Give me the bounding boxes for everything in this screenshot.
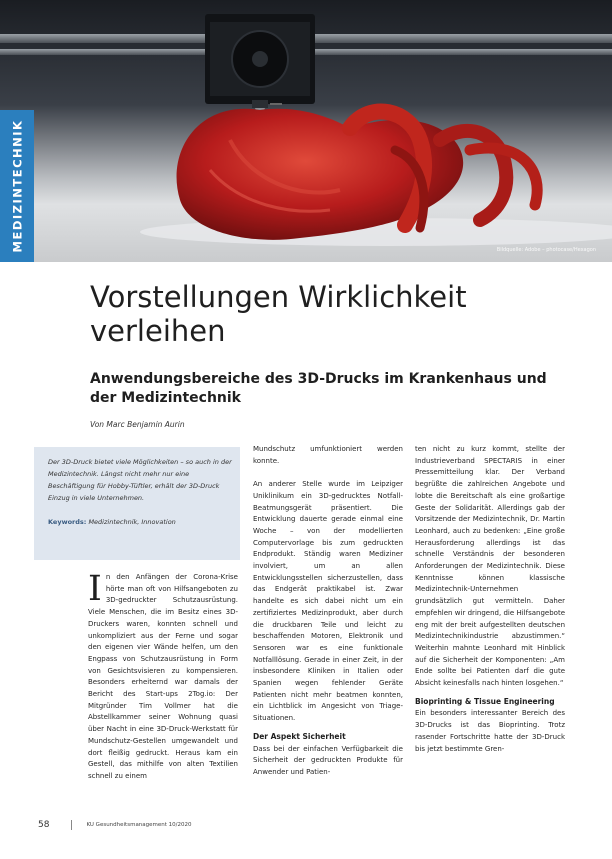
subheading: Der Aspekt Sicherheit <box>253 731 346 741</box>
page-number: 58 <box>38 820 50 830</box>
paragraph: Dass bei der einfachen Verfügbarkeit die Sicherheit der gedruckten Produkte für Anwender und Patien- <box>253 744 403 776</box>
keywords <box>48 516 232 528</box>
heart-3d-print-illustration <box>0 0 612 262</box>
paragraph: n den Anfängen der Corona-Krise hörte man oft von Hilfsangeboten zu 3D-gedruckter Schutzausrüstung. Viele Menschen, die im Besitz eines 3D-Druckers waren, konnten schnell und unkompliziert aus der Ferne und sogar den eigenen vier Wände helfen, um den Engpass von Schutzausrüstung in Form von Gesichtsvisieren zu kompensieren. Besonders erheiternd war damals der Bericht des Start-ups 2Tog.io: Der Mitgründer Tim Vollmer hat die Abstellkammer seiner Wohnung quasi über Nacht in eine 3D-Druck-Werkstatt für Mundschutz-Gestellen umgewandelt und dort fleißig gedruckt. Heraus kam ein Gestell, das mithilfe von alten Textilien schnell zu einem <box>88 573 238 780</box>
article-subtitle: Anwendungsbereiche des 3D-Drucks im Krankenhaus und der Medizintechnik <box>90 371 547 406</box>
article-title: Vorstellungen Wirklichkeit verleihen <box>90 280 467 348</box>
paragraph: ten nicht zu kurz kommt, stellte der Industrieverband SPECTARIS in einer Pressemitteilung klar. Der Verband begrüßte die zahlreichen Angebote und lobte die Bereitschaft als eine großartige Geste der Solidarität. Allerdings gab der Vorsitzende der Medizintechnik, Dr. Martin Leonhard, auch zu bedenken: „Eine große Herausforderung allerdings ist das schnelle Verständnis der besonderen Anforderungen der Medizintechnik. Diese Kenntnisse können klassische Medizintechnik-Unternehmen grundsätzlich gut vermitteln. Daher empfehlen wir dringend, die Hilfsangebote eng mit der breit aufgestellten deutschen Medizintechnikindustrie abzustimmen.“ Weiterhin mahnte Leonhard mit Hinblick auf die Sicherheit der Komponenten: „Am Ende sollte bei Patienten darf die gute Absicht keinesfalls nach hinten losgehen.“ <box>415 445 565 688</box>
journal-name: KU Gesundheitsmanagement 10/2020 <box>86 822 192 828</box>
paragraph: Ein besonders interessanter Bereich des 3D-Drucks ist das Bioprinting. Trotz rasender Fortschritte hatte der 3D-Druck bis jetzt bestimmte Gren- <box>415 709 565 753</box>
abstract-text: Der 3D-Druck bietet viele Möglichkeiten – so auch in der Medizintechnik. Längst nicht mehr nur eine Beschäftigung für Hobby-Tüftler, erhält der 3D-Druck Einzug in viele Unternehmen. <box>48 458 232 502</box>
keywords-value: Medizintechnik, Innovation <box>88 518 176 526</box>
printed-heart <box>177 109 538 240</box>
hero-image <box>0 0 612 262</box>
body-column-3 <box>415 444 565 755</box>
section-tab <box>0 110 34 262</box>
drop-cap: I <box>88 569 102 609</box>
article-byline: Von Marc Benjamin Aurin <box>90 420 185 429</box>
subheading: Bioprinting & Tissue Engineering <box>415 696 555 706</box>
section-label: MEDIZINTECHNIK <box>10 119 25 253</box>
body-column-1 <box>88 569 238 783</box>
keywords-label: Keywords: <box>48 518 87 526</box>
photo-credit: Bildquelle: Adobe – photocase/Hexagon <box>496 247 596 253</box>
page-footer <box>38 820 192 830</box>
footer-divider <box>71 820 72 830</box>
body-column-2 <box>253 444 403 779</box>
paragraph: An anderer Stelle wurde im Leipziger Uniklinikum ein 3D-gedrucktes Notfall-Beatmungsgerät präsentiert. Die Entwicklung dauerte gerade einmal eine Woche – von der modellierten Computervorlage bis zum gedruckten Endprodukt. Ständig waren Mediziner involviert, um an allen Entwicklungsstellen sicherzustellen, dass das Endgerät praktikabel ist. Zwar handelte es sich dabei nicht um ein zertifiziertes Medizinprodukt, aber durch die druckbaren Teile und leicht zu beschaffenden Motoren, Elektronik und Sensoren war es eine funktionale Notfalllösung. Gerade in einer Zeit, in der insbesondere Kliniken in Italien oder Spanien wegen fehlender Geräte Patienten nicht mehr beatmen konnten, ein Lichtblick im Angesicht von Triage-Situationen. <box>253 480 403 723</box>
abstract-box <box>34 447 240 560</box>
paragraph: Mundschutz umfunktioniert werden konnte. <box>253 445 403 465</box>
